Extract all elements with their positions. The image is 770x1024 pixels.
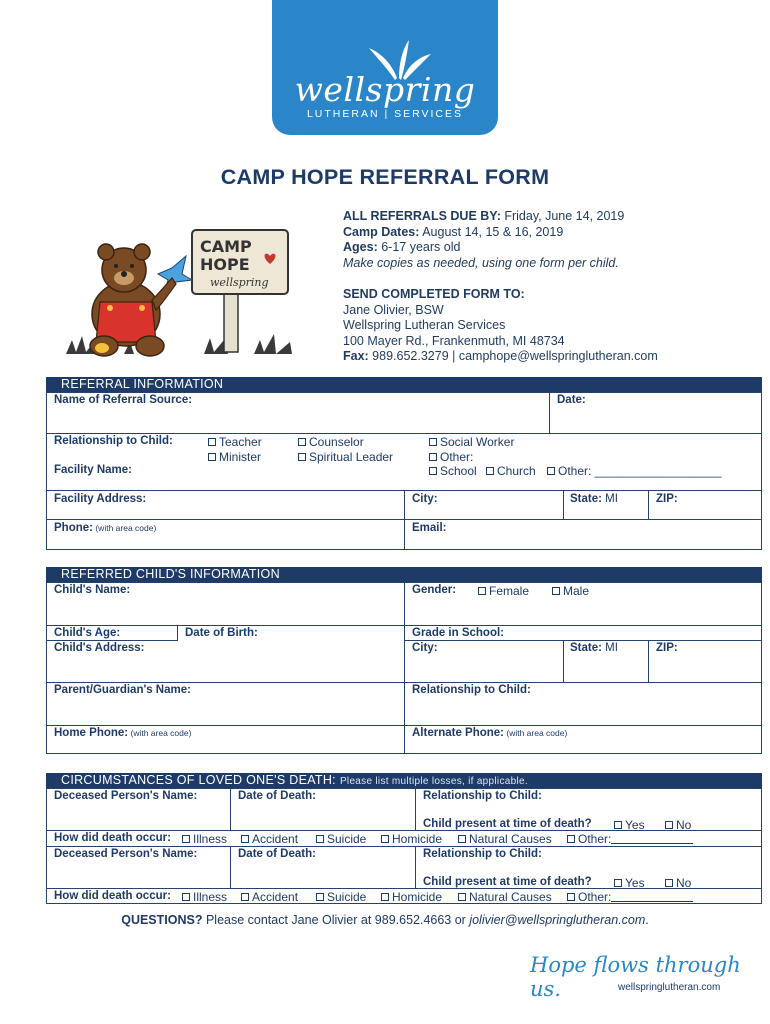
send-to-block xyxy=(343,287,658,365)
child-age-field[interactable]: Child's Age: xyxy=(54,627,121,639)
cause-accident-2[interactable]: Accident xyxy=(241,890,298,904)
option-counselor[interactable]: Counselor xyxy=(298,435,364,449)
checkbox-icon xyxy=(552,587,560,595)
option-teacher[interactable]: Teacher xyxy=(208,435,262,449)
checkbox-icon xyxy=(478,587,486,595)
cause-suicide-1[interactable]: Suicide xyxy=(316,832,366,846)
grade-field[interactable]: Grade in School: xyxy=(412,627,505,639)
checkbox-icon xyxy=(614,879,622,887)
camp-dates-value: August 14, 15 & 16, 2019 xyxy=(419,224,564,239)
questions-label: QUESTIONS? xyxy=(121,913,203,927)
gender-male-option[interactable]: Male xyxy=(552,584,589,598)
referral-date-field[interactable]: Date: xyxy=(557,394,586,406)
date-of-death-field-1[interactable]: Date of Death: xyxy=(238,790,316,802)
guardian-relationship-field[interactable]: Relationship to Child: xyxy=(412,684,531,696)
checkbox-icon xyxy=(567,893,575,901)
option-other[interactable]: Other: xyxy=(429,450,473,464)
sign-camp-text: CAMP xyxy=(200,237,252,256)
checkbox-icon xyxy=(567,835,575,843)
page-title: CAMP HOPE REFERRAL FORM xyxy=(220,165,550,189)
deceased-name-field-1[interactable]: Deceased Person's Name: xyxy=(54,790,198,802)
questions-end: . xyxy=(645,913,649,927)
guardian-name-field[interactable]: Parent/Guardian's Name: xyxy=(54,684,191,696)
checkbox-icon xyxy=(614,821,622,829)
facility-address-field[interactable]: Facility Address: xyxy=(54,493,147,505)
referral-source-field[interactable]: Name of Referral Source: xyxy=(54,394,193,406)
send-to-name: Jane Olivier, BSW xyxy=(343,302,444,317)
death-section-header xyxy=(46,773,762,788)
option-spiritual-leader[interactable]: Spiritual Leader xyxy=(298,450,393,464)
cause-illness-2[interactable]: Illness xyxy=(182,890,227,904)
fax-label: Fax: xyxy=(343,349,369,364)
how-death-label-1: How did death occur: xyxy=(54,832,171,844)
checkbox-icon xyxy=(182,835,190,843)
sign-brand-text: wellspring xyxy=(210,276,269,289)
checkbox-icon xyxy=(665,879,673,887)
gender-female-option[interactable]: Female xyxy=(478,584,529,598)
checkbox-icon xyxy=(208,453,216,461)
checkbox-icon xyxy=(316,835,324,843)
checkbox-icon xyxy=(665,821,673,829)
send-to-label: SEND COMPLETED FORM TO: xyxy=(343,287,525,301)
cause-accident-1[interactable]: Accident xyxy=(241,832,298,846)
option-school[interactable]: School xyxy=(429,464,477,478)
home-phone-field[interactable]: Home Phone: (with area code) xyxy=(54,727,192,739)
checkbox-icon xyxy=(182,893,190,901)
due-value: Friday, June 14, 2019 xyxy=(500,209,625,223)
child-present-label-1: Child present at time of death? xyxy=(423,818,592,830)
checkbox-icon xyxy=(298,438,306,446)
facility-name-field[interactable]: Facility Name: xyxy=(54,464,132,476)
copies-note: Make copies as needed, using one form per child. xyxy=(343,255,619,270)
child-city-field[interactable]: City: xyxy=(412,642,438,654)
checkbox-icon xyxy=(458,893,466,901)
child-dob-field[interactable]: Date of Birth: xyxy=(185,627,258,639)
child-state-field[interactable]: State: MI xyxy=(570,642,618,654)
checkbox-icon xyxy=(208,438,216,446)
child-present-label-2: Child present at time of death? xyxy=(423,876,592,888)
checkbox-icon xyxy=(429,438,437,446)
cause-homicide-1[interactable]: Homicide xyxy=(381,832,442,846)
checkbox-icon xyxy=(458,835,466,843)
referral-phone-field[interactable]: Phone: (with area code) xyxy=(54,522,157,534)
child-address-field[interactable]: Child's Address: xyxy=(54,642,145,654)
logo-wordmark: wellspring xyxy=(294,70,476,109)
referral-section-header xyxy=(46,377,762,392)
cause-other-2[interactable]: Other: xyxy=(567,890,693,904)
checkbox-icon xyxy=(381,893,389,901)
checkbox-icon xyxy=(298,453,306,461)
send-to-address: 100 Mayer Rd., Frankenmuth, MI 48734 xyxy=(343,333,565,348)
present-yes-option-1[interactable]: Yes xyxy=(614,818,645,832)
present-no-option-1[interactable]: No xyxy=(665,818,691,832)
relationship-label: Relationship to Child: xyxy=(54,435,173,447)
sign-hope-text: HOPE xyxy=(200,255,250,274)
referral-details xyxy=(343,209,624,271)
referral-heading: REFERRAL INFORMATION xyxy=(61,377,224,391)
ages-value: 6-17 years old xyxy=(377,240,461,255)
cause-homicide-2[interactable]: Homicide xyxy=(381,890,442,904)
checkbox-icon xyxy=(547,467,555,475)
present-no-option-2[interactable]: No xyxy=(665,876,691,890)
fax-value: 989.652.3279 | camphope@wellspringlutheran.com xyxy=(368,349,658,364)
option-church[interactable]: Church xyxy=(486,464,536,478)
checkbox-icon xyxy=(429,467,437,475)
cause-suicide-2[interactable]: Suicide xyxy=(316,890,366,904)
child-zip-field[interactable]: ZIP: xyxy=(656,642,678,654)
present-yes-option-2[interactable]: Yes xyxy=(614,876,645,890)
checkbox-icon xyxy=(241,893,249,901)
date-of-death-field-2[interactable]: Date of Death: xyxy=(238,848,316,860)
checkbox-icon xyxy=(241,835,249,843)
option-social-worker[interactable]: Social Worker xyxy=(429,435,514,449)
alternate-phone-field[interactable]: Alternate Phone: (with area code) xyxy=(412,727,568,739)
child-heading: REFERRED CHILD'S INFORMATION xyxy=(61,567,280,581)
death-heading-note: Please list multiple losses, if applicable. xyxy=(339,776,528,787)
tagline: Hope flows through us. xyxy=(530,953,741,1001)
ages-label: Ages: xyxy=(343,240,378,255)
questions-line xyxy=(0,913,770,927)
due-label: ALL REFERRALS DUE BY: xyxy=(343,209,501,223)
send-to-org: Wellspring Lutheran Services xyxy=(343,318,506,333)
questions-text: Please contact Jane Olivier at 989.652.4663 or xyxy=(202,913,470,927)
option-minister[interactable]: Minister xyxy=(208,450,261,464)
logo-subtitle: LUTHERAN | SERVICES xyxy=(306,108,464,120)
referral-email-field[interactable]: Email: xyxy=(412,522,447,534)
cause-natural-1[interactable]: Natural Causes xyxy=(458,832,552,846)
checkbox-icon xyxy=(486,467,494,475)
cause-illness-1[interactable]: Illness xyxy=(182,832,227,846)
facility-state-field[interactable]: State: MI xyxy=(570,493,618,505)
child-section-header xyxy=(46,567,762,582)
how-death-label-2: How did death occur: xyxy=(54,890,171,902)
footer-url[interactable]: wellspringlutheran.com xyxy=(618,982,721,993)
child-name-field[interactable]: Child's Name: xyxy=(54,584,131,596)
facility-zip-field[interactable]: ZIP: xyxy=(656,493,678,505)
deceased-relationship-field-1[interactable]: Relationship to Child: xyxy=(423,790,542,802)
deceased-name-field-2[interactable]: Deceased Person's Name: xyxy=(54,848,198,860)
wellspring-logo xyxy=(272,0,498,135)
checkbox-icon xyxy=(429,453,437,461)
camp-dates-label: Camp Dates: xyxy=(343,224,420,239)
cause-other-1[interactable]: Other: xyxy=(567,832,693,846)
option-facility-other[interactable]: Other: ___________________ xyxy=(547,464,721,478)
contact-email-link[interactable]: jolivier@wellspringlutheran.com xyxy=(469,913,646,927)
deceased-relationship-field-2[interactable]: Relationship to Child: xyxy=(423,848,542,860)
facility-city-field[interactable]: City: xyxy=(412,493,438,505)
checkbox-icon xyxy=(316,893,324,901)
cause-natural-2[interactable]: Natural Causes xyxy=(458,890,552,904)
checkbox-icon xyxy=(381,835,389,843)
death-heading: CIRCUMSTANCES OF LOVED ONE'S DEATH: xyxy=(61,773,336,787)
gender-label: Gender: xyxy=(412,584,457,596)
camp-hope-bear-illustration xyxy=(64,222,336,362)
